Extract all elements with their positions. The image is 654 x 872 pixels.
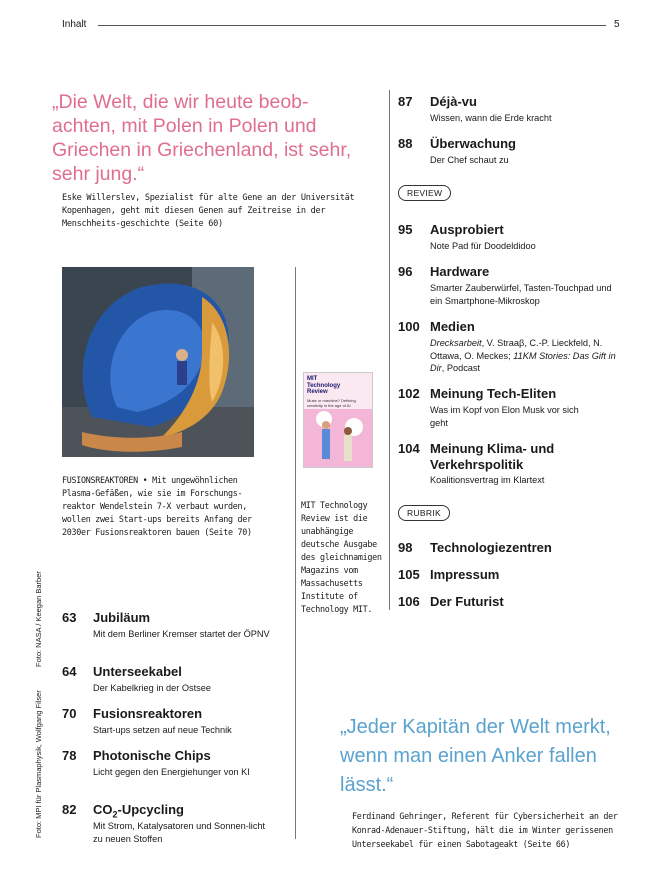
toc-subtitle: Smarter Zauberwürfel, Tasten-Touchpad und ein Smartphone-Mikroskop: [430, 283, 612, 306]
toc-page-number: 98: [398, 540, 413, 555]
toc-divider: [389, 90, 390, 610]
cover-illustration: [304, 409, 372, 467]
pull-quote-top-caption: Eske Willerslev, Spezialist für alte Gene an der Universität Kopenhagen, geht mit diesen Genen auf Zeitreise in der Menschheits-geschichte (Seite 60): [62, 193, 355, 229]
toc-title: Überwachung: [430, 136, 516, 151]
toc-page-number: 63: [62, 610, 77, 625]
toc-title: Meinung Klima- und Verkehrspolitik: [430, 441, 555, 472]
rubrik-section-label: RUBRIK: [398, 505, 450, 521]
page-number: 5: [614, 19, 620, 30]
toc-subtitle: Der Chef schaut zu: [430, 155, 509, 165]
toc-title: $CO_2$-Upcycling: [93, 802, 184, 820]
toc-subtitle: Koalitionsvertrag im Klartext: [430, 475, 545, 485]
toc-subtitle: Licht gegen den Energiehunger von KI: [93, 767, 250, 777]
toc-title: Der Futurist: [430, 594, 504, 609]
photo-caption: FUSIONSREAKTOREN • Mit ungewöhnlichen Plasma-Gefäßen, wie sie im Forschungs-reaktor Wendelstein 7-X verbaut wurden, wollen zwei Start-ups bereits Anfang der 2030er Fusionsreaktoren bauen (Seite 70): [62, 475, 252, 537]
toc-title: Fusionsreaktoren: [93, 706, 203, 721]
fusion-reactor-image: [62, 267, 254, 457]
toc-subtitle: Mit Strom, Katalysatoren und Sonnen-licht zu neuen Stoffen: [93, 821, 266, 844]
toc-title: Impressum: [430, 567, 500, 582]
toc-title: Unterseekabel: [93, 664, 182, 679]
toc-page-number: 78: [62, 748, 77, 763]
toc-page-number: 100: [398, 319, 420, 334]
toc-subtitle: Was im Kopf von Elon Musk vor sich geht: [430, 405, 579, 428]
pull-quote-bottom: „Jeder Kapitän der Welt merkt, wenn man einen Anker fallen lässt.“: [340, 716, 611, 796]
toc-page-number: 102: [398, 386, 420, 401]
toc-title: Photonische Chips: [93, 748, 211, 763]
toc-page-number: 96: [398, 264, 413, 279]
pull-quote-top: „Die Welt, die wir heute beob-achten, mit Polen in Polen und Griechen in Griechenland, ist sehr, sehr jung.“: [52, 91, 352, 185]
toc-title: Jubiläum: [93, 610, 151, 625]
toc-page-number: 95: [398, 222, 413, 237]
toc-title: Ausprobiert: [430, 222, 504, 237]
toc-title: Hardware: [430, 264, 490, 279]
toc-page-number: 104: [398, 441, 420, 456]
toc-subtitle: Note Pad für Doodeldidoo: [430, 241, 536, 251]
header-rule: [98, 25, 606, 26]
cover-title: MIT Technology Review: [307, 376, 341, 395]
toc-page-number: 88: [398, 136, 413, 151]
toc-title: Technologiezentren: [430, 540, 552, 555]
toc-title: Meinung Tech-Eliten: [430, 386, 557, 401]
cover-caption: MIT Technology Review ist die unabhängige deutsche Ausgabe des gleichnamigen Magazins vom Massachusetts Institute of Technology MIT.: [301, 500, 382, 614]
photo-credit-fusion: Foto: MPI für Plasmaphysik, Wolfgang Filser: [34, 690, 43, 838]
toc-page-number: 70: [62, 706, 77, 721]
toc-subtitle: Mit dem Berliner Kremser startet der ÖPNV: [93, 629, 270, 639]
toc-subtitle: Wissen, wann die Erde kracht: [430, 113, 552, 123]
toc-title: Déjà-vu: [430, 94, 477, 109]
cover-subtitle: Muse or machine? Defining creativity in the age of AI: [307, 398, 356, 408]
toc-page-number: 64: [62, 664, 77, 679]
review-section-label: REVIEW: [398, 185, 451, 201]
section-label: Inhalt: [62, 19, 87, 30]
column-divider: [295, 267, 296, 839]
toc-page-number: 82: [62, 802, 77, 817]
pull-quote-bottom-caption: Ferdinand Gehringer, Referent für Cybersicherheit an der Konrad-Adenauer-Stiftung, hält die im Winter gerissenen Unterseekabel für einen Sabotageakt (Seite 66): [352, 811, 618, 849]
toc-page-number: 105: [398, 567, 420, 582]
magazine-cover: [303, 372, 373, 468]
photo-credit-cover: Foto: NASA / Keegan Barber: [34, 571, 43, 667]
fusion-reactor-photo: [62, 267, 254, 457]
toc-page-number: 87: [398, 94, 413, 109]
toc-page-number: 106: [398, 594, 420, 609]
toc-subtitle: Der Kabelkrieg in der Ostsee: [93, 683, 211, 693]
toc-subtitle: Start-ups setzen auf neue Technik: [93, 725, 232, 735]
toc-title: Medien: [430, 319, 475, 334]
toc-subtitle: Drecksarbeit, V. Straaβ, C.-P. Lieckfeld, N. Ottawa, O. Meckes; 11KM Stories: Das Gift in Dir, Podcast: [430, 338, 616, 373]
